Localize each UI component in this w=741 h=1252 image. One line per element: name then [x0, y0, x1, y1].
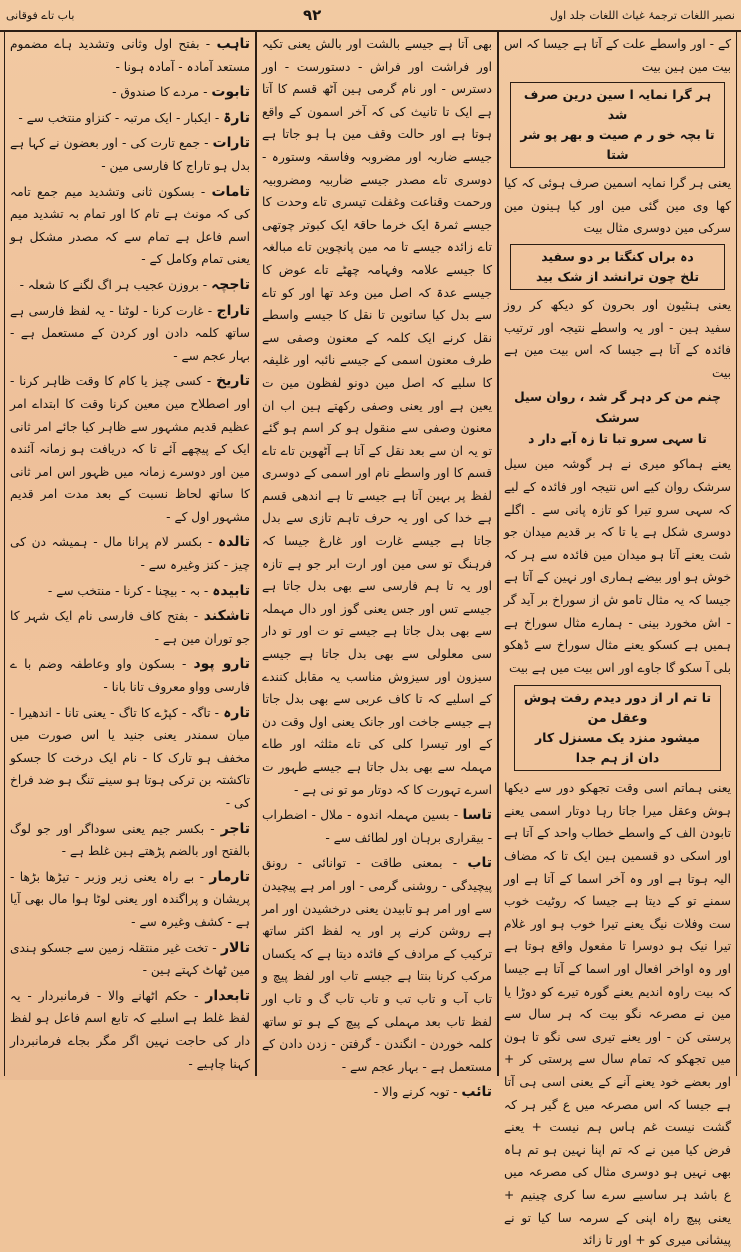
- dictionary-entry: تامات - بسکون ثانی وتشدید میم جمع تامہ کی کہ مونث ہے تام کا اور تمام بہ تشدید میم اسم فاعل ہے تمام سے کہ مصدر مشکل ہو یعنی تمام وکامل کے -: [10, 183, 250, 267]
- definition: بکسر جیم یعنی سوداگر اور جو لوگ بالفتح اور بالضم پڑھتے ہین غلط ہے -: [10, 821, 250, 859]
- headword: تارمار: [209, 868, 250, 885]
- definition: کسی چیز یا کام کا وقت ظاہر کرنا - اور اصطلاح مین معین کرنا وقت کا ابتداے امر عظیم قدیم مشہور سے ظاہر کیا جائے امر ثانی ایک کے پیچھے آئے تا کہ دریافت ہو زمانہ آئندہ مین اور دوسرے زمانہ میں ظہور اس امر ثانی کا ساتھ لحاظ نسبت کے بعد مدت امر قدیم مشہور اول کے -: [10, 374, 250, 524]
- headword: تاراج: [216, 302, 250, 319]
- definition: ایکبار - ایک مرتبہ - کنزاو منتخب سے -: [18, 110, 212, 125]
- headword: تارات: [212, 135, 250, 152]
- headword: تاسا: [462, 807, 492, 824]
- verse-line: دہ براں کنگتا بر دو سفید: [541, 248, 694, 264]
- dictionary-entry: تاراج - غارت کرنا - لوٹنا - یہ لفظ فارسی ہے ساتھ کلمہ دادن اور کردن کے مستعمل ہے - بہار عجم سے -: [10, 302, 250, 363]
- dictionary-entry: تالار - تخت غیر منتقلہ زمین سے جسکو ہندی مین ٹھاٹ کہتے ہین -: [10, 939, 250, 978]
- definition: غارت کرنا - لوٹنا - یہ لفظ فارسی ہے ساتھ کلمہ دادن اور کردن کے مستعمل ہے - بہار عجم سے -: [10, 303, 250, 363]
- definition: تخت غیر منتقلہ زمین سے جسکو ہندی مین ٹھاٹ کہتے ہین -: [10, 940, 250, 978]
- headword: تالدہ: [217, 534, 250, 551]
- verse-box: [510, 82, 725, 168]
- headword: تائب: [461, 1084, 492, 1101]
- definition: بکسر لام پرانا مال - ہمیشہ دن کی چیز - کنز وغیرہ سے -: [10, 535, 250, 573]
- header-book-title: نصیر اللغات ترجمۂ غیاث اللغات جلد اول: [549, 8, 735, 22]
- verse-box: [510, 244, 725, 290]
- paragraph: یعنی ہر گرا نمایہ اسمین صرف ہوئی کہ کیا کھا وی مین گئی مین اور کیا ہینون مین سرکی مین دوسری مثال بیت: [504, 176, 731, 236]
- definition: بسین مہملہ اندوہ - ملال - اضطراب - بیقراری برہان اور لطائف سے -: [262, 808, 492, 845]
- headword: تاہب: [216, 36, 250, 52]
- dictionary-entry: تارات - جمع تارت کی - اور بعضون نے کہا ہے بدل ہو تاراج کا فارسی مین -: [10, 135, 250, 173]
- middle-column: [257, 31, 499, 1101]
- definition: بسکون ثانی وتشدید میم جمع تامہ کی کہ مونث ہے تام کا اور تمام بہ تشدید میم اسم فاعل ہے تمام سے کہ مصدر مشکل ہو یعنی تمام وکامل کے -: [10, 184, 250, 267]
- headword: تابعدار: [205, 987, 250, 1004]
- left-column: [4, 31, 257, 1076]
- verse-line: میشود منزد یک مسنزل کار دان از ہم جدا: [534, 730, 701, 766]
- paragraph: یعنی ہنٹیون اور بحرون کو دیکھ کر روز سفید ہین - اور یہ واسطے نتیجہ اور ترتیب فائدہ کے آتا ہے جیسا کہ اس بیت مین ہے بیت: [504, 297, 731, 380]
- paragraph: یعنی ہماتم اسی وقت تجھکو دور سے دیکھا ہوش وعقل میرا جاتا رہا دوتار اسمی یعنے تابودن الف کے واسطے خطاب واحد کے آتا ہے اور اسکی دو قسمین ہین ایک تا کہ مضاف الیہ ہوتا ہے اور وہ آخر اسما کے آتا ہے اور سمنے تو کے دیتا ہے جیسا کہ روٹیت خوب ست وفلات نیگ یعنے تیرا خوب ہو اور غلام تیرا نیک ہو دوسرا تا مفعول واقع ہوتا ہے اور وہ اواخر افعال اور اسما کے آتا ہے جیسا کہ بیت راوہ اندیم یعنے گورہ تیرے کو دوڑا یا مین نے مصرعہ نگو بیت کہ ہر سال سے پرستی کن - اور یعنے تیری سی نگو تا ہون میں تجھکو کہ تمام سال سے پرستی کر + اور بعضے خود یعنے آنے کے یعنی اسی ہی آتا ہے جیسا کہ اس مصرعہ میں ع گیر ہر کہ گشت نیست غم ہاس ہم نیست + یعنے فرض کیا مین نے کہ تم اپنا نہین ہو تم ہاہ بھی نہیں ہو دوسری مثال کی مصرعہ میں ع باشد ہر ساسیے سرے سا کری چینیم + یعنی پیچ راہ اپنی کے سرمہ سا کیا تو نے پیشانی میری کو + اور تا زائد: [504, 781, 731, 1248]
- definition: بفتح اول وثانی وتشدید ہاے مضموم مستعد آمادہ - آمادہ ہونا -: [10, 37, 250, 74]
- verse-line: تا تم ار از دور دیدم رفت ہوش وعقل من: [523, 690, 712, 726]
- dictionary-entry: تاشکند - بفتح کاف فارسی نام ایک شہر کا جو توران مین ہے -: [10, 608, 250, 646]
- definition: بہ - بیچنا - کرنا - منتخب سے -: [47, 583, 201, 598]
- dictionary-entry: تاریخ - کسی چیز یا کام کا وقت ظاہر کرنا - اور اصطلاح مین معین کرنا وقت کا ابتداے امر عظیم قدیم مشہور سے ظاہر کیا جائے امر ثانی ایک کے پیچھے آئے تا کہ دریافت ہو زمانہ آئندہ مین اور دوسرے زمانہ میں ظہور اس امر ثانی کا ساتھ لحاظ نسبت کے بعد مدت امر قدیم مشہور اول کے -: [10, 373, 250, 524]
- verse-couplet: [504, 387, 731, 450]
- headword: تاجچہ: [211, 276, 250, 293]
- grammar-paragraph: بھی آتا ہے جیسے بالشت اور بالش یعنی تکیہ اور فراشت اور فراش - دستورست - اور دسترس - اور نام گرمی ہین آٹھ قسم کا آتا ہے ایک تا تانیث کی کہ آخر اسمون کے واقع ہوتا ہے اور حالت وقف مین ہا ہو جاتا ہے جیسے ضاربہ اور مضروبہ وفاسقہ وستورہ - دوسری تاے مصدر جیسے ضاربیہ ومضروبیہ ورحمت وقناعت وغفلت تیسری تاے وحدت کا جیسے ثمرۃ ایک خرما حاقۃ ایک کبوتر چوتھی تاے زائدہ جیسے تا مہ مین پانچوین تاے مبالغہ کا جیسے علامہ وفہامہ چھٹے تاے عوض کا جیسے عدۃ کہ اصل مین وعد تھا اور کو تاے سے بدل کیا ساتوین تا نقل کا جیسے واسطے نقل کرنے ایک کلمہ کے معنون وصفی سے طرف معنون اسمی کے جیسے نائبہ اور غلیفہ کا سلیے کہ اصل مین دونو لفظون مین ت یعین ہے اور یعنی وصفی رکھتے ہین اب ان معنون وصفی سے منقول ہو کر اسم ہو گئے تو یہ ان سے بعد نقل کے آتا ہے آٹھوین تاے تاے قسم کا اور واسطے نام اور اسمی کے دوسری لفظ پر بہین آتا ہے جیسے تا ہے اندھی قسم ہے خدا کی اور یہ حرف تاہم تازی سے بدل جاتا ہے جیسے غارت اور غارغ جیسا کہ فرہنگ تو سی مین اور ارت ابر جو ہے تازہ اور یہ تا ہم فارسی سے بھی بدل جاتا ہے جیسے تس اور جس یعنی گوز اور دال مہملہ سے بھی بدل جاتا ہے جیسے تو ت اور تو دار سی معلولی سے بھی بدل جاتا ہے جیسے سیزون اور سیزوش مناسب یہ مقابل کنندے کے اسلیے کہ تا کاف عربی سے بھی بدل جاتا ہے جیسے جاخت اور جانک یعنی اول وقت دن کے اور تیسرا کلی کی تاے مثلثہ اور طاے مہملہ سے بھی بدل جاتا ہے جیسے طہور ت اسرے تہورت کا کہ دوتار مو تو نی ہے -: [262, 37, 492, 797]
- dictionary-entry: تاجچہ - بروزن عجیب ہر اگ لگنے کا شعلہ -: [19, 276, 250, 293]
- intro-text: کے - اور واسطے علت کے آتا ہے جیسا کہ اس بیت مین ہین بیت: [504, 37, 731, 74]
- headword: تارہ: [223, 704, 250, 721]
- headword: تاب: [467, 855, 492, 872]
- verse-line: تلخ چون ترانشد از شک بید: [535, 268, 700, 284]
- page-header: [0, 0, 741, 32]
- definition: حکم اٹھانے والا - فرمانبردار - یہ لفظ غلط ہے اسلیے کہ تابع اسم فاعل ہو لفظ دار کی حاجت نہین اگر مگر بجاے فرمانبردار کہنا چاہیے -: [10, 988, 250, 1071]
- dictionary-entry: تابعدار - حکم اٹھانے والا - فرمانبردار - یہ لفظ غلط ہے اسلیے کہ تابع اسم فاعل ہو لفظ دار کی حاجت نہین اگر مگر بجاے فرمانبردار کہنا چاہیے -: [10, 987, 250, 1071]
- columns: [4, 31, 737, 1248]
- definition: بسکون واو وعاطفہ وضم با ے فارسی وواو معروف تانا بانا -: [10, 657, 250, 695]
- definition: جمع تارت کی - اور بعضون نے کہا ہے بدل ہو تاراج کا فارسی مین -: [10, 136, 250, 173]
- headword: تابوت: [211, 84, 250, 101]
- dictionary-entry: تارہ - تاگہ - کپڑے کا تاگ - یعنی تانا - اندھیرا - میان سمندر یعنی جنید یا اس صورت میں مخفف ہو تارک کا - نام ایک درخت کا جسکو تاکشتہ بن ترکی ہوتا ہو سینے تنگ ہو ضد فراخ کی -: [10, 704, 250, 810]
- right-column: [499, 31, 737, 1248]
- definition: بے راہ یعنی زیر وزبر - تیڑھا بڑھا - پریشان و پراگندہ اور یعنی لوٹا ہوا مال بھی آیا ہے - کشف وغیرہ سے -: [10, 869, 250, 929]
- headword: تالار: [221, 939, 250, 956]
- headword: تامات: [211, 183, 250, 200]
- verse-line: تا سہی سرو تبا تا زہ آبے دار د: [528, 432, 707, 447]
- dictionary-entry: تارو پود - بسکون واو وعاطفہ وضم با ے فارسی وواو معروف تانا بانا -: [10, 656, 250, 695]
- dictionary-entry: تاب - بمعنی طاقت - توانائی - رونق پیچیدگی - روشنی گرمی - اور امر ہے پیچیدن سے اور امر ہو تابیدن یعنی درخشیدن اور امر ہے روشن کرنے پر اور یہ لفظ اکثر ساتھ ترکیب کے مرادف کے فائدہ دیتا ہے کہ یکساں مرکب کرنا بنتا ہے جیسے تاب اور لفظ پیچ و تاب آب و تاب تب و تاب تاب گ و تاب اور لفظ تاب بعد مہملی کے پیچ کے ہو تو ساتھ کلمہ خوردن - انگندن - گرفتن - زدن دادن کے مستعمل ہے - بہار عجم سے -: [262, 855, 492, 1074]
- definition: بروزن عجیب ہر اگ لگنے کا شعلہ -: [19, 277, 199, 292]
- verse-box: [514, 685, 721, 771]
- page-number: ۹۲: [302, 6, 322, 24]
- dictionary-entry: تائب - توبہ کرنے والا -: [373, 1084, 492, 1101]
- headword: تارۃ: [223, 109, 250, 126]
- definition: توبہ کرنے والا -: [373, 1085, 450, 1100]
- dictionary-entry: تابیدہ - بہ - بیچنا - کرنا - منتخب سے -: [47, 582, 250, 599]
- headword: تارو پود: [193, 656, 250, 673]
- dictionary-entry: تارمار - بے راہ یعنی زیر وزبر - تیڑھا بڑھا - پریشان و پراگندہ اور یعنی لوٹا ہوا مال بھی آیا ہے - کشف وغیرہ سے -: [10, 868, 250, 929]
- verse-line: تا بچہ خو ر م صیت و بھر پو شر شتا: [520, 127, 715, 163]
- dictionary-entry: تاہب - بفتح اول وثانی وتشدید ہاے مضموم مستعد آمادہ - آمادہ ہونا -: [10, 36, 250, 74]
- paragraph: یعنے ہماکو میری نے ہر گوشہ مین سیل سرشک روان کیے اس نتیجہ اور فائدہ کے لیے کہ سہی سرو تیرا کو تازہ پانی سے ۔ اگلے دوسری شکل ہے یا تا کہ بر قدیم میدان جو شت یعنے آتا ہو میدان مین فائدہ سے ہر کہ خوش ہو اور بیضے ہماری اور نہین کے آتا ہے جیسا کہ یہ مثال تامو ش از سوراخ بر آید گر - اش مخورد بینی - ہمارے مثال سوراخ ہے ہمیں ہے کسکو یعنے مثال سوراخ سے ڈھکو بلی آ سکو گا جاوے اور اس بیت میں ہے بیت: [504, 457, 731, 675]
- definition: بفتح کاف فارسی نام ایک شہر کا جو توران مین ہے -: [10, 609, 250, 646]
- headword: تاشکند: [203, 608, 250, 625]
- dictionary-entry: تالدہ - بکسر لام پرانا مال - ہمیشہ دن کی چیز - کنز وغیرہ سے -: [10, 534, 250, 573]
- dictionary-entry: تاسا - بسین مہملہ اندوہ - ملال - اضطراب - بیقراری برہان اور لطائف سے -: [262, 807, 492, 845]
- verse-line: ہر گرا نمایہ ا سین درین صرف شد: [523, 87, 712, 123]
- headword: تابیدہ: [212, 582, 250, 599]
- header-section-title: باب تاے فوقانی: [6, 8, 75, 22]
- verse-line: چنم من کر دہر گر شد ، روان سیل سرشک: [514, 390, 721, 426]
- headword: تاجر: [220, 820, 250, 837]
- definition: تاگہ - کپڑے کا تاگ - یعنی تانا - اندھیرا - میان سمندر یعنی جنید یا اس صورت میں مخفف ہو تارک کا - نام ایک درخت کا جسکو تاکشتہ بن ترکی ہوتا ہو سینے تنگ ہو ضد فراخ کی -: [10, 705, 250, 810]
- definition: مردے کا صندوق -: [112, 85, 200, 100]
- definition: بمعنی طاقت - توانائی - رونق پیچیدگی - روشنی گرمی - اور امر ہے پیچیدن سے اور امر ہو تابیدن یعنی درخشیدن اور امر ہے روشن کرنے پر اور یہ لفظ اکثر ساتھ ترکیب کے مرادف کے فائدہ دیتا ہے کہ یکساں مرکب کرنا بنتا ہے جیسے تاب اور لفظ پیچ و تاب آب و تاب تب و تاب تاب گ و تاب اور لفظ تاب بعد مہملی کے پیچ کے ہو تو ساتھ کلمہ خوردن - انگندن - گرفتن - زدن دادن کے مستعمل ہے - بہار عجم سے -: [262, 856, 492, 1074]
- dictionary-entry: تابوت - مردے کا صندوق -: [112, 84, 250, 101]
- dictionary-entry: تاجر - بکسر جیم یعنی سوداگر اور جو لوگ بالفتح اور بالضم پڑھتے ہین غلط ہے -: [10, 820, 250, 859]
- dictionary-entry: تارۃ - ایکبار - ایک مرتبہ - کنزاو منتخب سے -: [18, 109, 250, 126]
- headword: تاریخ: [216, 373, 250, 390]
